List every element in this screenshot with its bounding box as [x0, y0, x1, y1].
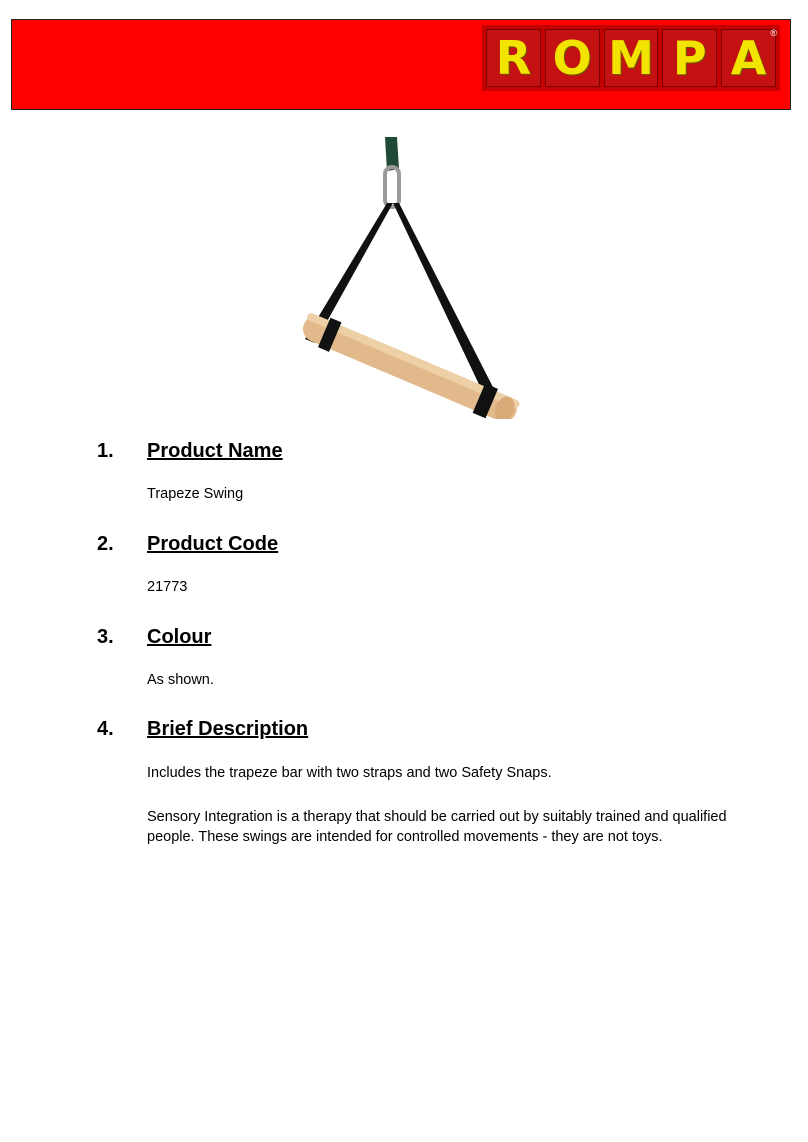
colour-value: As shown.: [147, 672, 214, 688]
section-heading: Brief Description: [147, 718, 309, 740]
logo-letter: R: [486, 29, 541, 87]
section-heading: Colour: [147, 626, 212, 648]
section-number: 2.: [97, 533, 114, 555]
description-paragraph: Sensory Integration is a therapy that should be carried out by suitably trained and qualified people. These swings are intended for controlled movements - they are not toys.: [147, 809, 727, 845]
section-heading: Product Name: [147, 440, 283, 462]
registered-mark: ®: [770, 28, 777, 38]
logo-letter: P: [662, 29, 717, 87]
section-heading: Product Code: [147, 533, 279, 555]
section-number: 3.: [97, 626, 114, 648]
logo-letter: A: [721, 29, 776, 87]
section-number: 1.: [97, 440, 114, 462]
rompa-logo: [482, 25, 780, 91]
logo-letter: M: [604, 29, 659, 87]
logo-letter: O: [545, 29, 600, 87]
description-paragraph: Includes the trapeze bar with two straps and two Safety Snaps.: [147, 765, 552, 781]
section-number: 4.: [97, 718, 114, 740]
product-code-value: 21773: [147, 579, 188, 595]
product-name-value: Trapeze Swing: [147, 486, 244, 502]
trapeze-swing-image: [273, 133, 535, 419]
